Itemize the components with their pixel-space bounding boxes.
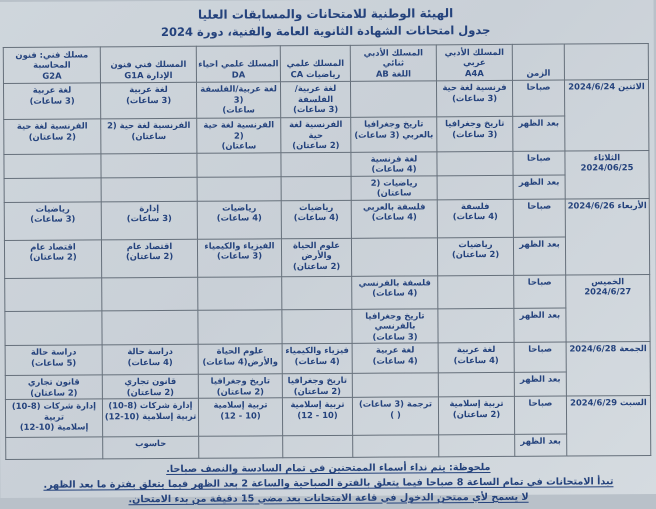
header-track-ca: المسلك علمي رياضيات CA: [281, 45, 351, 81]
table-row: [7, 434, 652, 460]
table-row: [5, 198, 650, 240]
exam-cell: [102, 153, 198, 178]
exam-cell: تاريخ وجغرافيا (2 ساعتان): [199, 374, 283, 399]
exam-cell: رياضيات (2 ساعتان): [438, 237, 514, 275]
exam-cell: [282, 176, 352, 200]
exam-cell: لغة عربية/الفلسفة (3 ساعات): [197, 82, 281, 119]
exam-cell: [6, 277, 103, 311]
exam-cell: لغة عربية (4 ساعات): [439, 342, 515, 372]
time-cell: بعد الظهر: [514, 175, 566, 199]
exam-cell: تربية إسلامية (10 - 12): [283, 397, 353, 435]
exam-cell: الفيزياء والكيمياء (3 ساعات): [198, 238, 282, 277]
exam-cell: فلسفة (4 ساعات): [438, 199, 514, 237]
note-late-entry: لا يسمح لأي ممتحن الدخول في قاعة الامتحانات بعد مضي 15 دقيقة من بدء الامتحان.: [129, 491, 530, 505]
exam-cell: [352, 237, 438, 276]
header-track-g2a: مسلك فني: فنون المحاسبة G2A: [4, 47, 101, 84]
exam-cell: إدارة (3 ساعات): [102, 201, 198, 240]
header-track-da: المسلك علمي احياء DA: [197, 46, 281, 83]
exam-cell: الفرنسية لغة حية (2 ساعتان): [198, 118, 282, 153]
exam-cell: رياضيات (4 ساعات): [198, 200, 282, 239]
exam-cell: رياضيات (2 ساعتان): [352, 175, 438, 200]
exam-cell: [199, 309, 283, 344]
note-call-time: ملحوظة: يتم نداء أسماء الممتحنين في تمام السادسة والنصف صباحا.: [167, 462, 492, 476]
date-cell: الخميس 2024/6/27: [567, 274, 651, 342]
exam-cell: علوم الحياة والأرض(4 ساعات): [199, 344, 283, 375]
time-cell: بعد الظهر: [515, 372, 567, 396]
exam-cell: [353, 373, 439, 398]
header-time: الزمن: [513, 44, 565, 80]
exam-cell: [351, 81, 437, 118]
exam-cell: ترجمة (3 ساعات) ( ): [353, 397, 439, 436]
table-header-row: [4, 44, 649, 84]
exam-cell: [438, 175, 514, 199]
exam-cell: لغة عربية/الفلسفة (3 ساعات): [281, 81, 351, 117]
table-row: [6, 307, 651, 345]
table-row: [6, 274, 651, 311]
exam-cell: فلسفة بالفرنسي (4 ساعات): [353, 275, 439, 309]
exam-cell: إدارة شركات (8-10) تربية إسلامية (10-12): [103, 398, 199, 437]
organization-name: الهيئة الوطنية للامتحانات والمسابقات العليا: [198, 6, 455, 22]
time-cell: صباحا: [513, 80, 565, 116]
exam-cell: [440, 434, 516, 456]
time-cell: صباحا: [514, 199, 566, 237]
exam-cell: [103, 310, 199, 345]
header-track-g1a: المسلك فني فنون الإدارة G1A: [101, 46, 197, 83]
exam-cell: الفرنسية لغة حية (2 ساعتان): [282, 117, 352, 152]
exam-cell: تربية إسلامية (10 - 12): [199, 398, 283, 437]
document-title: [0, 4, 655, 42]
exam-cell: علوم الحياة والأرض (2 ساعتان): [282, 238, 352, 276]
exam-cell: [198, 152, 282, 177]
date-cell: الجمعة 2024/6/28: [567, 342, 651, 397]
exam-cell: قانون تجاري (2 ساعتان): [6, 375, 103, 400]
exam-cell: لغة عربية (4 ساعات): [353, 343, 439, 374]
exam-cell: فرنسية لغة حية (3 ساعات): [437, 80, 513, 116]
exam-cell: [103, 277, 199, 311]
time-cell: صباحا: [515, 396, 567, 434]
exam-cell: [439, 308, 515, 343]
exam-cell: [283, 309, 353, 344]
exam-cell: [439, 372, 515, 396]
exam-cell: [198, 176, 282, 201]
exam-cell: تاريخ وجغرافيا (2 ساعتان): [283, 373, 353, 397]
date-cell: الاثنين 2024/6/24: [565, 80, 649, 151]
footer-notes: [1, 460, 656, 509]
table-row: [5, 236, 650, 278]
date-cell: السبت 2024/6/29: [567, 396, 651, 457]
header-track-a4a: المسلك الأدبي عربي A4A: [437, 44, 513, 80]
header-track-ab: المسلك الأدبي ثنائي اللغة AB: [351, 45, 437, 82]
time-cell: صباحا: [515, 342, 567, 372]
exam-cell: [199, 276, 283, 310]
time-cell: بعد الظهر: [515, 308, 567, 343]
exam-cell: اقتصاد عام (2 ساعتان): [102, 239, 198, 278]
note-start-times: تبدأ الامتحانات في تمام الساعة 8 صباحا فيما يتعلق بالفترة الصباحية والساعة 2 بعد الظهر فيما يتعلق بفترة ما بعد الظهر.: [44, 476, 615, 491]
exam-cell: قانون تجاري (2 ساعتان): [103, 374, 199, 399]
exam-cell: لغة فرنسية (4 ساعات): [352, 151, 438, 176]
time-cell: بعد الظهر: [516, 434, 568, 456]
exam-schedule-table: [4, 43, 653, 460]
table-row: [4, 80, 649, 120]
exam-cell: الفرنسية لغة حية (2 ساعتان): [102, 118, 198, 153]
exam-cell: تاريخ وجغرافيا (3 ساعات): [438, 116, 514, 151]
exam-cell: [6, 310, 103, 345]
time-cell: بعد الظهر: [514, 116, 566, 151]
exam-cell: [5, 177, 102, 202]
exam-cell: [284, 435, 354, 457]
time-cell: صباحا: [515, 275, 567, 308]
exam-cell: رياضيات (3 ساعات): [5, 201, 102, 240]
exam-cell: دراسة حالة (5 ساعات): [6, 345, 103, 376]
exam-cell: دراسة حالة (4 ساعات): [103, 344, 199, 375]
exam-cell: لغة عربية (3 ساعات): [101, 82, 197, 119]
exam-cell: [200, 436, 284, 459]
exam-cell: [354, 435, 440, 458]
exam-cell: فيزياء والكيمياء (4 ساعات): [283, 343, 353, 373]
exam-cell: [282, 152, 352, 176]
table-row: [6, 396, 651, 438]
exam-cell: رياضيات (4 ساعات): [282, 200, 352, 238]
exam-cell: [7, 437, 104, 460]
date-cell: الثلاثاء 2024/06/25: [566, 150, 650, 199]
exam-cell: إدارة شركات (8-10) تربية إسلامية (10-12): [6, 399, 103, 438]
exam-cell: تاريخ وجغرافيا بالفرنسي (3 ساعات): [353, 308, 439, 343]
schedule-subtitle: جدول امتحانات الشهادة الثانوية العامة والفنية، دورة 2024: [161, 23, 492, 40]
exam-cell: [5, 153, 102, 178]
date-cell: الأربعاء 2024/6/26: [566, 198, 650, 275]
exam-cell: اقتصاد عام (2 ساعتان): [5, 239, 102, 278]
exam-cell: [438, 151, 514, 175]
header-date: [565, 44, 649, 81]
time-cell: بعد الظهر: [514, 237, 566, 275]
table-row: [6, 342, 651, 376]
exam-cell: الفرنسية لغة حية (2 ساعتان): [5, 119, 102, 154]
exam-cell: لغة عربية (3 ساعات): [4, 83, 101, 120]
exam-cell: تربية إسلامية (2 ساعتان): [439, 396, 515, 434]
exam-cell: [283, 276, 353, 309]
exam-cell: تاريخ وجغرافيا بالعربي (3 ساعات): [352, 117, 438, 152]
time-cell: صباحا: [514, 151, 566, 175]
exam-cell: [439, 275, 515, 308]
exam-cell: حاسوب: [104, 436, 200, 459]
exam-cell: فلسفة بالعربي (4 ساعات): [352, 199, 438, 238]
exam-cell: [102, 177, 198, 202]
table-row: [5, 116, 650, 154]
